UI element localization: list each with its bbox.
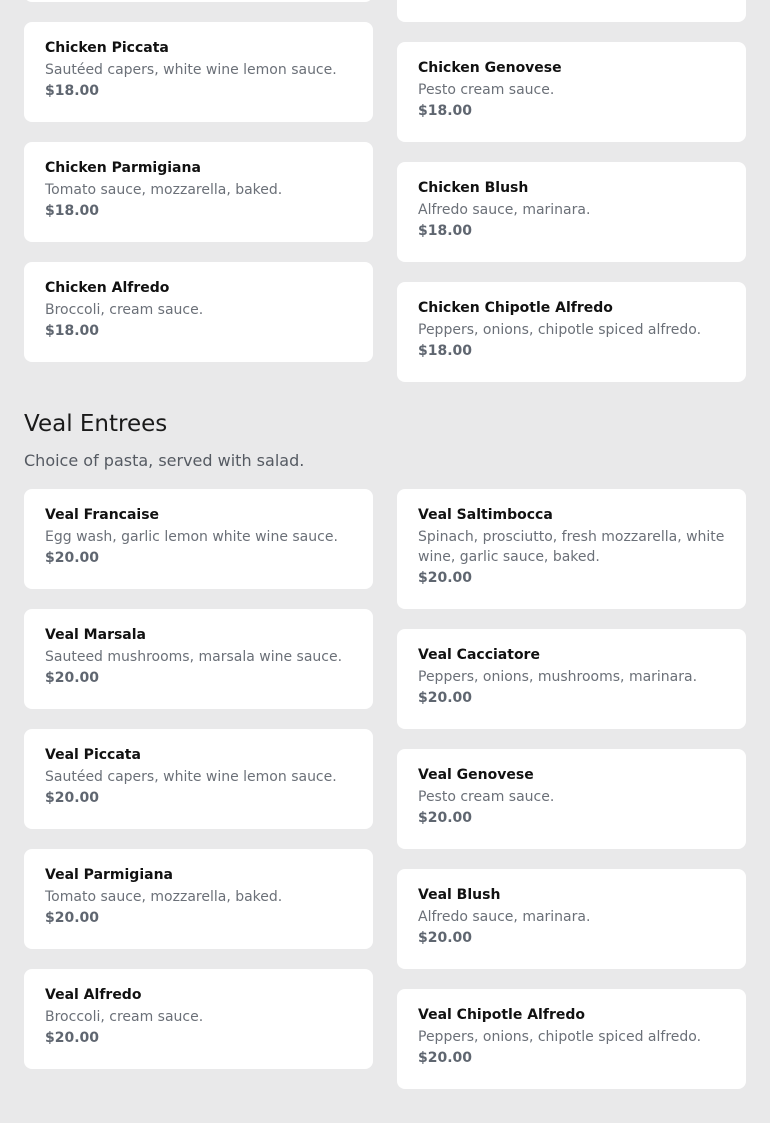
- menu-item-card[interactable]: [24, 969, 373, 1069]
- menu-item-card[interactable]: [397, 42, 746, 142]
- menu-item-card[interactable]: [24, 489, 373, 589]
- menu-item-card[interactable]: [24, 729, 373, 829]
- menu-item-description: Spinach, prosciutto, fresh mozzarella, white wine, garlic sauce, baked.: [418, 529, 725, 565]
- section-title: Veal Entrees: [24, 411, 168, 437]
- menu-item-card[interactable]: [397, 989, 746, 1089]
- menu-item-price: $18.00: [418, 223, 473, 239]
- menu-item-name: Veal Chipotle Alfredo: [418, 1007, 585, 1023]
- menu-item-description: Tomato sauce, mozzarella, baked.: [45, 889, 283, 905]
- menu-item-name: Chicken Piccata: [45, 40, 169, 56]
- menu-item-price: $18.00: [418, 103, 473, 119]
- menu-item-description: Peppers, onions, mushrooms, marinara.: [418, 669, 698, 685]
- menu-item-description: Sauteed mushrooms, marsala wine sauce.: [45, 649, 343, 665]
- menu-item-description: Sautéed capers, white wine lemon sauce.: [45, 62, 337, 78]
- section-subtitle: Choice of pasta, served with salad.: [24, 451, 305, 470]
- menu-item-description: Pesto cream sauce.: [418, 789, 555, 805]
- menu-item-price: $20.00: [45, 670, 100, 686]
- menu-item-price: $20.00: [418, 1050, 473, 1066]
- menu-item-name: Veal Saltimbocca: [418, 507, 553, 523]
- menu-item-description: Alfredo sauce, marinara.: [418, 909, 591, 925]
- menu-item-name: Chicken Blush: [418, 180, 529, 196]
- menu-item-card[interactable]: [397, 282, 746, 382]
- menu-item-card[interactable]: [24, 849, 373, 949]
- menu-item-name: Chicken Genovese: [418, 60, 562, 76]
- menu-item-description: Alfredo sauce, marinara.: [418, 202, 591, 218]
- menu-item-name: Chicken Alfredo: [45, 280, 170, 296]
- menu-item-price: $18.00: [45, 83, 100, 99]
- menu-item-price: $20.00: [45, 1030, 100, 1046]
- menu-item-price: $18.00: [45, 323, 100, 339]
- menu-item-card[interactable]: [24, 262, 373, 362]
- menu-item-card[interactable]: [397, 629, 746, 729]
- menu-item-price: $20.00: [418, 690, 473, 706]
- menu-item-name: Veal Marsala: [45, 627, 146, 643]
- menu-item-price: $18.00: [418, 343, 473, 359]
- menu-item-card[interactable]: [397, 489, 746, 609]
- menu-item-price: $20.00: [418, 930, 473, 946]
- menu-item-card-partial[interactable]: [397, 0, 746, 22]
- menu-item-name: Veal Blush: [418, 887, 501, 903]
- menu-item-name: Veal Parmigiana: [45, 867, 173, 883]
- menu-item-name: Chicken Parmigiana: [45, 160, 201, 176]
- menu-item-name: Chicken Chipotle Alfredo: [418, 300, 613, 316]
- menu-item-description: Egg wash, garlic lemon white wine sauce.: [45, 529, 338, 545]
- menu-item-card[interactable]: [397, 162, 746, 262]
- menu-item-card-partial[interactable]: [24, 0, 373, 2]
- menu-item-card[interactable]: [24, 142, 373, 242]
- menu-item-name: Veal Genovese: [418, 767, 534, 783]
- menu-item-name: Veal Piccata: [45, 747, 141, 763]
- menu-item-price: $20.00: [418, 570, 473, 586]
- menu-item-description: Broccoli, cream sauce.: [45, 302, 204, 318]
- menu-item-description: Sautéed capers, white wine lemon sauce.: [45, 769, 337, 785]
- menu-item-card[interactable]: [397, 749, 746, 849]
- menu-item-description: Peppers, onions, chipotle spiced alfredo.: [418, 1029, 702, 1045]
- menu-item-price: $20.00: [45, 550, 100, 566]
- menu-item-price: $20.00: [45, 790, 100, 806]
- menu-item-description: Broccoli, cream sauce.: [45, 1009, 204, 1025]
- menu-item-price: $18.00: [45, 203, 100, 219]
- menu-item-price: $20.00: [45, 910, 100, 926]
- menu-item-description: Peppers, onions, chipotle spiced alfredo.: [418, 322, 702, 338]
- menu-item-name: Veal Francaise: [45, 507, 160, 523]
- menu-item-price: $20.00: [418, 810, 473, 826]
- menu-item-description: Tomato sauce, mozzarella, baked.: [45, 182, 283, 198]
- menu-item-name: Veal Alfredo: [45, 987, 142, 1003]
- menu-item-card[interactable]: [24, 22, 373, 122]
- menu-item-card[interactable]: [397, 869, 746, 969]
- menu-item-name: Veal Cacciatore: [418, 647, 540, 663]
- menu-item-description: Pesto cream sauce.: [418, 82, 555, 98]
- menu-item-card[interactable]: [24, 609, 373, 709]
